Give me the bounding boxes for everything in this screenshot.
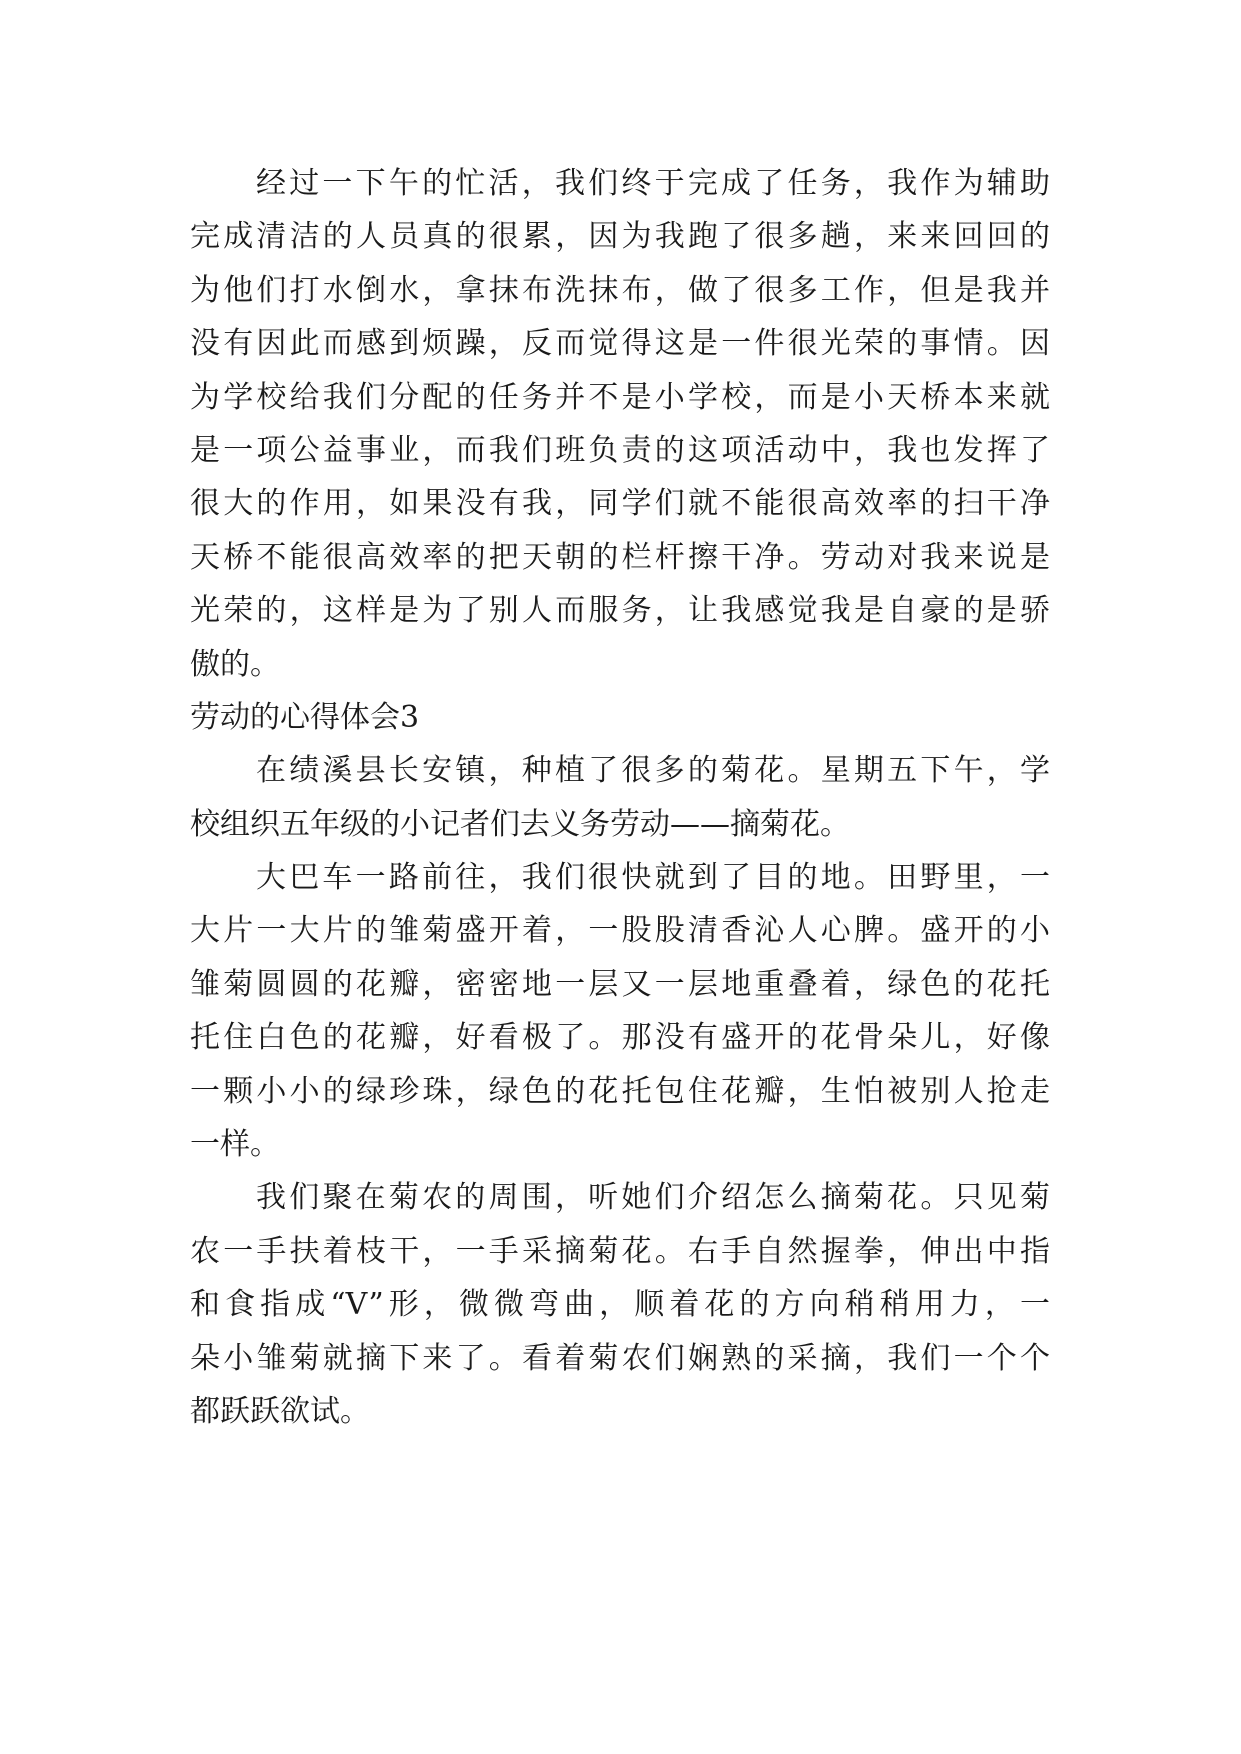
text-line: 朵小雏菊就摘下来了。看着菊农们娴熟的采摘，我们一个个: [190, 1340, 1050, 1376]
text-line: 大巴车一路前往，我们很快就到了目的地。田野里，一: [256, 860, 1050, 896]
text-line: 很大的作用，如果没有我，同学们就不能很高效率的扫干净: [190, 486, 1050, 522]
text-line: 一样。: [190, 1127, 280, 1163]
text-line: 都跃跃欲试。: [190, 1393, 370, 1429]
section-heading: 劳动的心得体会3: [190, 699, 420, 735]
text-line: 光荣的，这样是为了别人而服务，让我感觉我是自豪的是骄: [190, 593, 1050, 629]
text-line: 校组织五年级的小记者们去义务劳动——摘菊花。: [190, 806, 850, 842]
paragraph: [190, 1171, 1050, 1438]
paragraph: [190, 744, 1050, 851]
text-line: 天桥不能很高效率的把天朝的栏杆擦干净。劳动对我来说是: [190, 539, 1050, 575]
text-line: 雏菊圆圆的花瓣，密密地一层又一层地重叠着，绿色的花托: [190, 966, 1050, 1002]
text-line: 为学校给我们分配的任务并不是小学校，而是小天桥本来就: [190, 379, 1050, 415]
text-line: 为他们打水倒水，拿抹布洗抹布，做了很多工作，但是我并: [190, 272, 1050, 308]
text-line: 完成清洁的人员真的很累，因为我跑了很多趟，来来回回的: [190, 219, 1050, 255]
text-line: 一颗小小的绿珍珠，绿色的花托包住花瓣，生怕被别人抢走: [190, 1073, 1050, 1109]
text-line: 经过一下午的忙活，我们终于完成了任务，我作为辅助: [256, 166, 1050, 201]
text-line: 托住白色的花瓣，好看极了。那没有盛开的花骨朵儿，好像: [190, 1020, 1050, 1056]
paragraph: [190, 851, 1050, 1171]
paragraph: [190, 157, 1050, 691]
document-body: [190, 157, 1050, 1438]
text-line: 大片一大片的雏菊盛开着，一股股清香沁人心脾。盛开的小: [190, 913, 1050, 949]
text-line: 傲的。: [190, 646, 280, 682]
text-line: 我们聚在菊农的周围，听她们介绍怎么摘菊花。只见菊: [256, 1180, 1050, 1216]
text-line: 没有因此而感到烦躁，反而觉得这是一件很光荣的事情。因: [190, 326, 1050, 362]
text-line: 农一手扶着枝干，一手采摘菊花。右手自然握拳，伸出中指: [190, 1233, 1050, 1269]
text-line: 在绩溪县长安镇，种植了很多的菊花。星期五下午，学: [256, 753, 1050, 789]
text-line: 和食指成“V”形，微微弯曲，顺着花的方向稍稍用力，一: [190, 1287, 1050, 1323]
text-line: 是一项公益事业，而我们班负责的这项活动中，我也发挥了: [190, 432, 1050, 468]
